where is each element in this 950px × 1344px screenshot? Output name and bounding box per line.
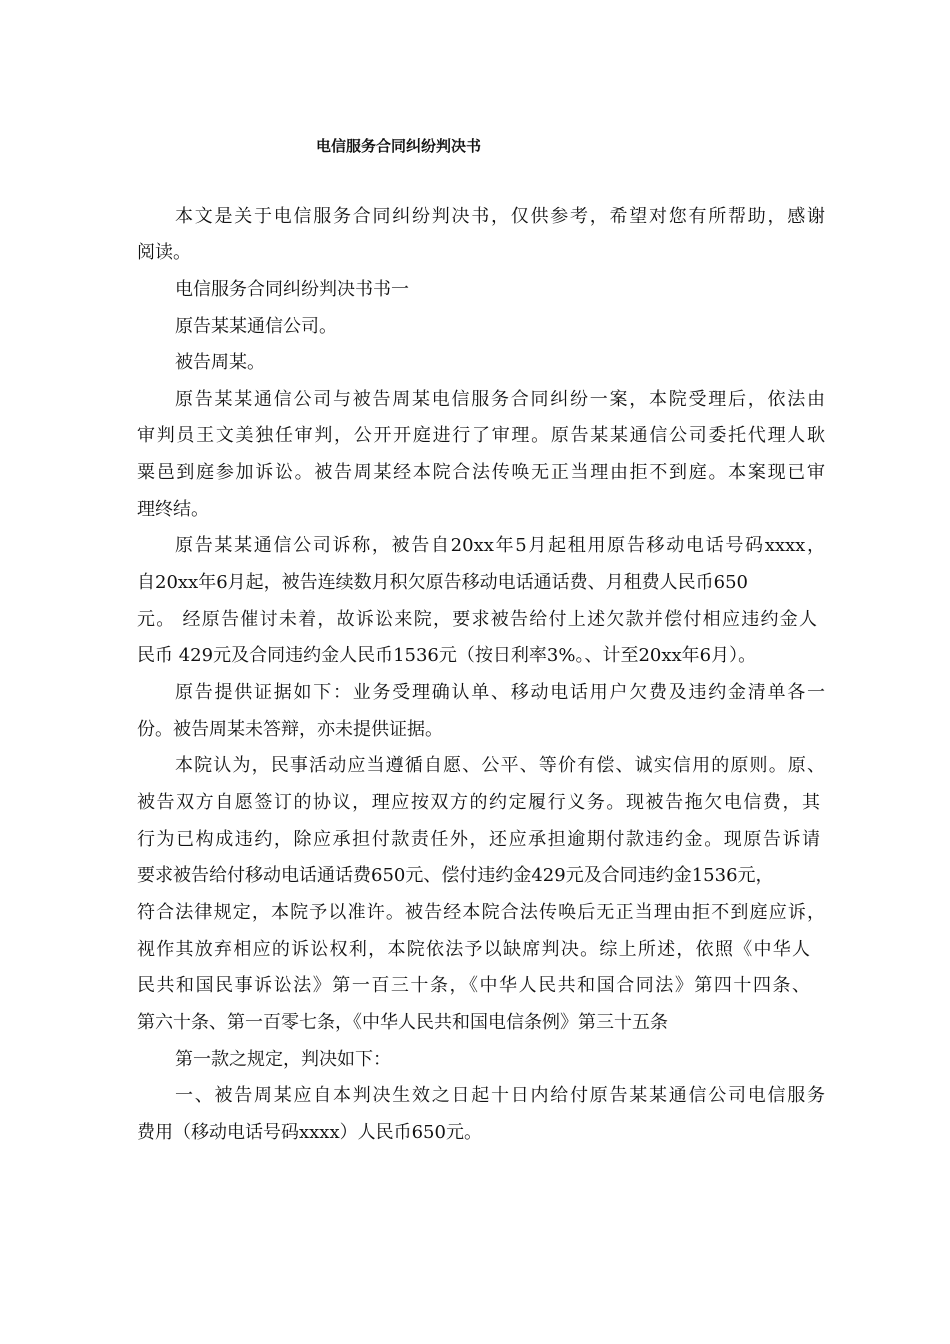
text-line: 被告周某。 bbox=[175, 352, 265, 373]
text-line: 本文是关于电信服务合同纠纷判决书，仅供参考，希望对您有所帮助，感谢 bbox=[175, 206, 825, 227]
text-line: 原告提供证据如下：业务受理确认单、移动电话用户欠费及违约金清单各一 bbox=[175, 682, 825, 703]
text-line: 审判员王文美独任审判，公开开庭进行了审理。原告某某通信公司委托代理人耿 bbox=[137, 425, 825, 446]
text-line: 第一款之规定，判决如下： bbox=[175, 1049, 391, 1070]
text-line: 原告某某通信公司与被告周某电信服务合同纠纷一案，本院受理后，依法由 bbox=[175, 389, 825, 410]
text-line: 原告某某通信公司。 bbox=[175, 316, 337, 337]
text-line: 费用（移动电话号码xxxx）人民币650元。 bbox=[137, 1122, 482, 1143]
text-line: 原告某某通信公司诉称，被告自20xx年5月起租用原告移动电话号码xxxx， bbox=[175, 535, 825, 556]
text-line: 一、被告周某应自本判决生效之日起十日内给付原告某某通信公司电信服务 bbox=[175, 1085, 825, 1106]
text-line: 民币 429元及合同违约金人民币1536元（按日利率3%。、计至20xx年6月）。 bbox=[137, 645, 757, 666]
text-line: 要求被告给付移动电话通话费650元、偿付违约金429元及合同违约金1536元， bbox=[137, 865, 774, 886]
text-line: 行为已构成违约，除应承担付款责任外，还应承担逾期付款违约金。现原告诉请 bbox=[137, 829, 820, 850]
text-line: 本院认为，民事活动应当遵循自愿、公平、等价有偿、诚实信用的原则。原、 bbox=[175, 755, 825, 776]
text-line: 粟邑到庭参加诉讼。被告周某经本院合法传唤无正当理由拒不到庭。本案现已审 bbox=[137, 462, 825, 483]
text-line: 自20xx年6月起，被告连续数月积欠原告移动电话通话费、月租费人民币650 bbox=[137, 572, 749, 593]
text-line: 阅读。 bbox=[137, 242, 191, 263]
document-title: 电信服务合同纠纷判决书 bbox=[316, 137, 482, 155]
text-line: 符合法律规定，本院予以准许。被告经本院合法传唤后无正当理由拒不到庭应诉， bbox=[137, 902, 825, 923]
text-line: 份。被告周某未答辩，亦未提供证据。 bbox=[137, 719, 443, 740]
text-line: 电信服务合同纠纷判决书书一 bbox=[175, 279, 409, 300]
text-line: 第六十条、第一百零七条，《中华人民共和国电信条例》第三十五条 bbox=[137, 1012, 668, 1033]
text-line: 被告双方自愿签订的协议，理应按双方的约定履行义务。现被告拖欠电信费，其 bbox=[137, 792, 820, 813]
text-line: 元。 经原告催讨未着，故诉讼来院，要求被告给付上述欠款并偿付相应违约金人 bbox=[137, 609, 817, 630]
text-line: 视作其放弃相应的诉讼权利，本院依法予以缺席判决。综上所述，依照《中华人 bbox=[137, 939, 810, 960]
text-line: 理终结。 bbox=[137, 499, 209, 520]
text-line: 民共和国民事诉讼法》第一百三十条，《中华人民共和国合同法》第四十四条、 bbox=[137, 975, 810, 996]
